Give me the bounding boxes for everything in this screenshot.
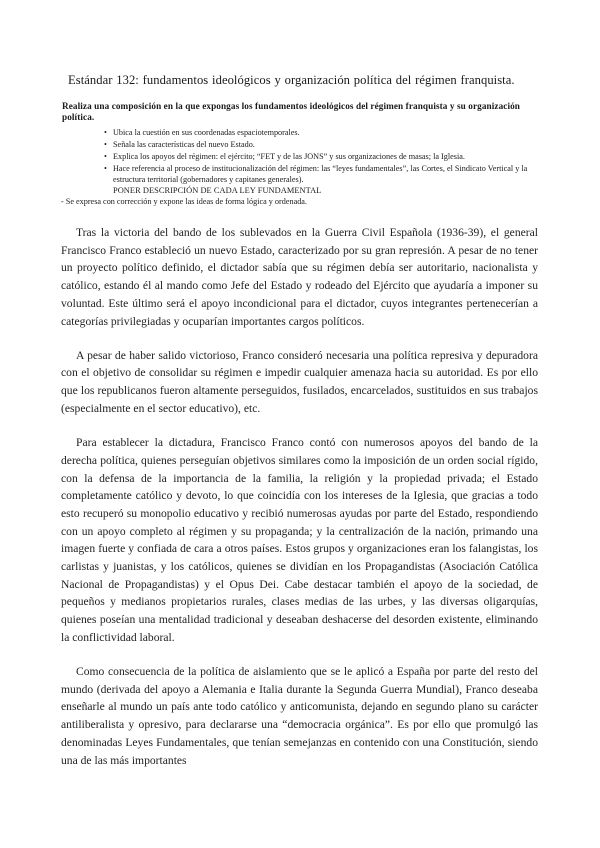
essay-paragraph: A pesar de haber salido victorioso, Franco consideró necesaria una política represiva y depuradora con el objetivo de consolidar su régimen e impedir cualquier amenaza hacia su autoridad. Es por ello que los republicanos fueron altamente perseguidos, fusilados, encarcelados, sustituidos en sus trabajos (especialmente en el sector educativo), etc. xyxy=(61,348,538,415)
essay-paragraph: Tras la victoria del bando de los sublevados en la Guerra Civil Española (1936-39), el general Francisco Franco estableció un nuevo Estado, caracterizado por su gran represión. A pesar de no tener un proyecto político definido, el dictador sabía que su régimen debía ser autoritario, nacionalista y católico, estando él al mando como Jefe del Estado y rodeado del Ejército que ayudaría a imponer su voluntad. Este último será el apoyo incondicional para el dictador, cuyos integrantes pertenecerían a categorías privilegiadas y ocuparían importantes cargos políticos. xyxy=(61,226,538,328)
task-statement: Realiza una composición en la que expongas los fundamentos ideológicos del régimen franquista y su organización política. xyxy=(62,101,520,123)
bullet-icon: • xyxy=(104,163,107,173)
essay-paragraph: Para establecer la dictadura, Francisco Franco contó con numerosos apoyos del bando de la derecha política, quienes perseguían objetivos similares como la imposición de un orden social rígido, con la defensa de la importancia de la familia, la religión y la propiedad privada; el Estado completamente católico y devoto, lo que coincidía con los intereses de la Iglesia, que gracias a todo esto recuperó su monopolio educativo y recibió numerosas ayudas por parte del Estado, respondiendo con un apoyo completo al régimen y su propaganda; y la centralización de la nación, primando una imagen fuerte y confiada de cara a otros países. Estos grupos y organizaciones eran los falangistas, los carlistas y juanistas, y los católicos, quienes se dividían en los Propagandistas (Asociación Católica Nacional de Propagandistas) y el Opus Dei. Cabe destacar también el apoyo de la sociedad, de pequeños y medianos propietarios rurales, clases medias de las urbes, y las diversas oligarquías, quienes poseían una mentalidad tradicional y deseaban deshacerse del desorden existente, eliminando la conflictividad laboral. xyxy=(61,436,538,644)
criteria-item: • Explica los apoyos del régimen: el ejército; “FET y de las JONS” y sus organizaciones de masas; la Iglesia. xyxy=(104,151,465,161)
task-footnote: - Se expresa con corrección y expone las ideas de forma lógica y ordenada. xyxy=(61,197,307,207)
essay-body xyxy=(61,224,538,769)
criteria-list xyxy=(62,127,538,185)
bullet-icon: • xyxy=(104,139,107,149)
criteria-item: • Hace referencia al proceso de institucionalización del régimen: las “leyes fundamentales”, las Cortes, el Sindicato Vertical y la estructura territorial (gobernadores y capitanes generales). xyxy=(104,163,528,184)
criteria-item: • Ubica la cuestión en sus coordenadas espaciotemporales. xyxy=(104,127,300,137)
task-block xyxy=(62,101,538,207)
criteria-item: • Señala las características del nuevo Estado. xyxy=(104,139,255,149)
document-title: Estándar 132: fundamentos ideológicos y organización política del régimen franquista. xyxy=(68,73,515,87)
task-note: PONER DESCRIPCIÓN DE CADA LEY FUNDAMENTAL xyxy=(113,186,322,196)
essay-paragraph: Como consecuencia de la política de aislamiento que se le aplicó a España por parte del resto del mundo (derivada del apoyo a Alemania e Italia durante la Segunda Guerra Mundial), Franco deseaba enseñarle al mundo un país ante todo católico y anticomunista, dejando en segundo plano su carácter antiliberalista y opresivo, para declararse una “democracia orgánica”. Es por ello que promulgó las denominadas Leyes Fundamentales, que tenían semejanzas en contenido con una Constitución, siendo una de las más importantes xyxy=(61,665,538,767)
bullet-icon: • xyxy=(104,127,107,137)
bullet-icon: • xyxy=(104,151,107,161)
